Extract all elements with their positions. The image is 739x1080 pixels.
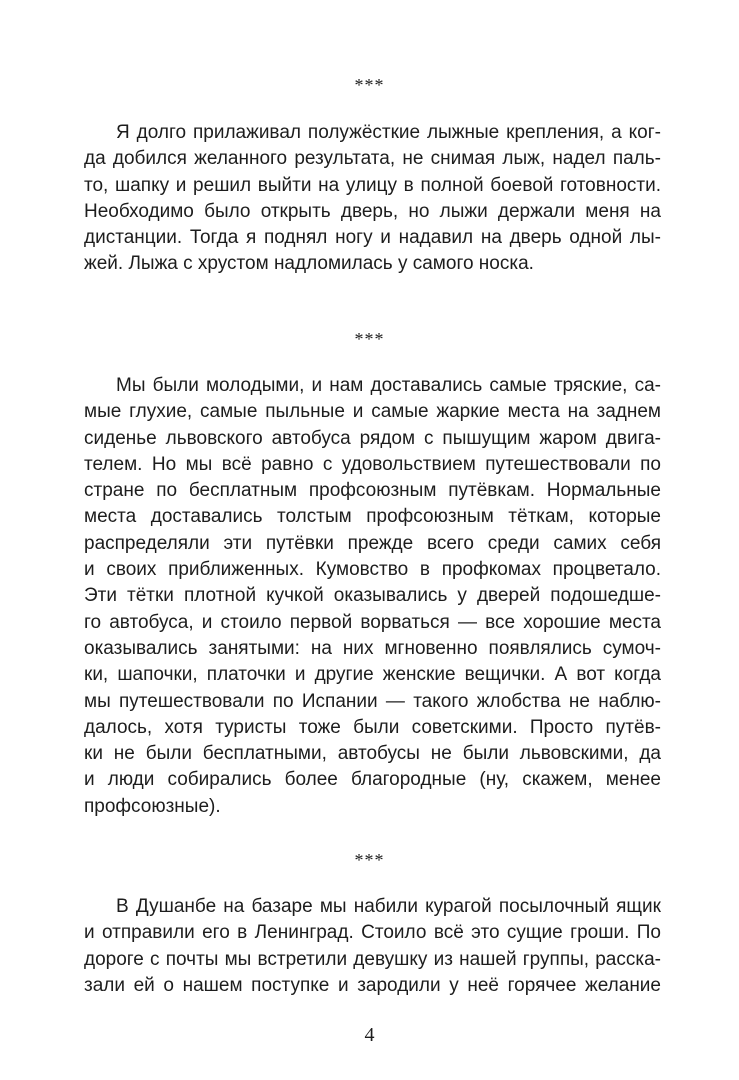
text-line: оказывались занятыми: на них мгновенно появлялись сумоч-	[84, 637, 661, 659]
text-line: В Душанбе на базаре мы набили курагой посылочный ящик	[116, 896, 661, 917]
text-line: Мы были молодыми, и нам доставались самые тряские, са-	[116, 375, 661, 396]
text-line: жей. Лыжа с хрустом надломилась у самого носка.	[84, 253, 534, 275]
text-line: то, шапку и решил выйти на улицу в полной боевой готовности.	[84, 174, 661, 196]
text-line: го автобуса, и стоило первой ворваться — все хорошие места	[84, 611, 661, 633]
page-number: 4	[364, 1024, 375, 1046]
text-line: ки не были бесплатными, автобусы не были львовскими, да	[84, 743, 661, 765]
section-separator: ***	[354, 329, 385, 349]
text-line: дистанции. Тогда я поднял ногу и надавил на дверь одной лы-	[84, 227, 661, 249]
text-line: профсоюзные).	[84, 795, 221, 817]
text-line: телем. Но мы всё равно с удовольствием путешествовали по	[84, 453, 661, 475]
text-line: Необходимо было открыть дверь, но лыжи держали меня на	[84, 200, 661, 222]
text-line: Я долго прилаживал полужёсткие лыжные крепления, а ког-	[116, 122, 661, 143]
text-line: стране по бесплатным профсоюзным путёвкам. Нормальные	[84, 480, 661, 502]
text-line: распределяли эти путёвки прежде всего среди самих себя	[84, 532, 661, 554]
text-line: и люди собирались более благородные (ну, скажем, менее	[84, 769, 661, 791]
text-line: и своих приближенных. Кумовство в профкомах процветало.	[84, 559, 661, 581]
text-line: дороге с почты мы встретили девушку из нашей группы, расска-	[84, 948, 661, 970]
text-line: Эти тётки плотной кучкой оказывались у дверей подошедше-	[84, 585, 661, 607]
section-separator: ***	[354, 850, 385, 870]
paragraph-dushanbe	[84, 894, 661, 999]
section-separator: ***	[354, 75, 385, 95]
text-line: ки, шапочки, платочки и другие женские вещички. А вот когда	[84, 664, 661, 686]
text-line: да добился желанного результата, не снимая лыж, надел паль-	[84, 148, 661, 170]
text-line: мые глухие, самые пыльные и самые жаркие места на заднем	[84, 401, 661, 423]
text-line: мы путешествовали по Испании — такого жлобства не наблю-	[84, 690, 661, 712]
text-line: сиденье львовского автобуса рядом с пышущим жаром двига-	[84, 427, 661, 449]
paragraph-ski-bindings	[84, 120, 661, 278]
text-line: и отправили его в Ленинград. Стоило всё это сущие гроши. По	[84, 922, 661, 944]
text-line: зали ей о нашем поступке и зародили у неё горячее желание	[84, 974, 661, 996]
text-line: далось, хотя туристы тоже были советскими. Просто путёв-	[84, 716, 661, 738]
paragraph-bus-trips	[84, 373, 661, 820]
text-line: места доставались толстым профсоюзным тёткам, которые	[84, 506, 661, 528]
